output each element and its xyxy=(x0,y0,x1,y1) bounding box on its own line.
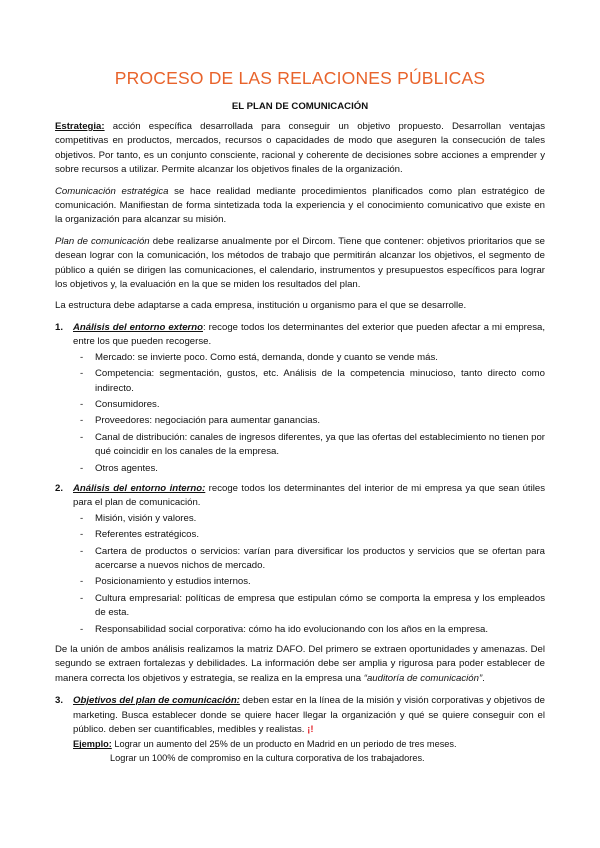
exclamation-mark: ¡! xyxy=(307,724,314,736)
paragraph-dafo: De la unión de ambos análisis realizamos la matriz DAFO. Del primero se extraen oportunidades y amenazas. Del segundo se extraen fortalezas y debilidades. La información debe ser amplia y rigurosa para poder establecer de manera correcta los objetivos y estrategia, se realiza en la empresa una “auditoría de comunicación”. xyxy=(55,644,545,684)
list-item: - Responsabilidad social corporativa: cómo ha ido evolucionando con los años en la empresa. xyxy=(80,623,489,635)
estrategia-text: acción específica desarrollada para conseguir un objetivo propuesto. Desarrollan ventajas competitivas en productos, mercados, recursos o capacidades de modo que aseguren la consecución de tales objetivos. Por tanto, es un conjunto consciente, racional y coherente de decisiones sobre acciones a emprender y sobre recursos a utilizar. Permite alcanzar los objetivos finales de la organización. xyxy=(55,121,545,176)
paragraph-plan xyxy=(55,235,545,293)
paragraph-comunicacion xyxy=(55,185,545,228)
section-label: Análisis del entorno externo xyxy=(73,321,203,333)
section-text: recoge todos los determinantes del interior de mi empresa ya que sean útiles para el plan de comunicación. xyxy=(73,482,545,509)
example-label: Ejemplo: xyxy=(73,739,112,750)
list-item: - Cartera de productos o servicios: varían para diversificar los productos y servicios que se ofertan para acercarse a nuevos nichos de mercado. xyxy=(80,545,545,571)
list-item: - Consumidores. xyxy=(80,398,160,410)
document-page xyxy=(55,68,545,764)
page-title: PROCESO DE LAS RELACIONES PÚBLICAS xyxy=(114,68,486,88)
section-text: : recoge todos los determinantes del exterior que pueden afectar a mi empresa, entre los que pueden recogerse. xyxy=(73,321,546,348)
section-number: 2. xyxy=(55,482,64,494)
plan-label: Plan de comunicación xyxy=(55,235,150,247)
plan-text: debe realizarse anualmente por el Dircom. Tiene que contener: objetivos prioritarios que se desean lograr con la comunicación, los métodos de trabajo que permitirán alcanzar los objetivos, el segmento de público a quién se dirigen las comunicaciones, el calendario, instrumentos y presupuestos específicos para lograr los objetivos y, la evaluación en la que se miden los resultados del plan. xyxy=(55,235,545,291)
entorno-externo-list xyxy=(55,351,545,476)
list-item: - Mercado: se invierte poco. Como está, demanda, donde y cuanto se vende más. xyxy=(80,351,438,363)
section-number: 3. xyxy=(55,695,64,707)
section-objetivos xyxy=(55,694,545,737)
section-label: Análisis del entorno interno: xyxy=(73,482,206,494)
estrategia-label: Estrategia: xyxy=(55,121,105,132)
list-item: - Canal de distribución: canales de ingresos diferentes, ya que las ofertas del establecimiento no tienen por qué coincidir en los canales de la empresa. xyxy=(80,431,545,458)
list-item: - Cultura empresarial: políticas de empresa que estipulan cómo se comporta la empresa y los empleados de esta. xyxy=(80,592,545,619)
section-number: 1. xyxy=(55,321,64,333)
comunicacion-text: se hace realidad mediante procedimientos planificados como plan estratégico de comunicación. Manifiestan de forma sintetizada toda la experiencia y el conocimiento comunicativo que existe en la organización para alcanzar su misión. xyxy=(55,185,545,226)
example-line-2: Lograr un 100% de compromiso en la cultura corporativa de los trabajadores. xyxy=(110,753,425,764)
paragraph-estrategia xyxy=(55,120,545,178)
section-entorno-externo xyxy=(55,321,545,350)
list-item: - Misión, visión y valores. xyxy=(80,512,197,524)
comunicacion-label: Comunicación estratégica xyxy=(55,185,169,197)
list-item: - Otros agentes. xyxy=(80,462,158,474)
section-entorno-interno xyxy=(55,482,545,511)
list-item: - Proveedores: negociación para aumentar ganancias. xyxy=(80,415,321,427)
section-text: deben estar en la línea de la misión y visión corporativas y objetivos de marketing. Busca establecer donde se quiere hacer llegar la organización y qué se quiere conseguir con el público. deben ser cuantificables, medibles y realistas. xyxy=(73,695,546,736)
list-item: - Posicionamiento y estudios internos. xyxy=(80,576,251,588)
entorno-interno-list xyxy=(55,512,545,637)
list-item: - Competencia: segmentación, gustos, etc. Análisis de la competencia minucioso, tanto directo como indirecto. xyxy=(80,368,545,394)
page-subtitle: EL PLAN DE COMUNICACIÓN xyxy=(231,101,369,112)
paragraph-estructura: La estructura debe adaptarse a cada empresa, institución u organismo para el que se desarrolle. xyxy=(55,300,467,312)
example-line-1: Ejemplo: Lograr un aumento del 25% de un producto en Madrid en un periodo de tres meses. xyxy=(73,739,457,750)
auditoria-term: “auditoría de comunicación” xyxy=(363,672,483,684)
section-label: Objetivos del plan de comunicación: xyxy=(73,695,240,707)
list-item: - Referentes estratégicos. xyxy=(80,529,199,541)
